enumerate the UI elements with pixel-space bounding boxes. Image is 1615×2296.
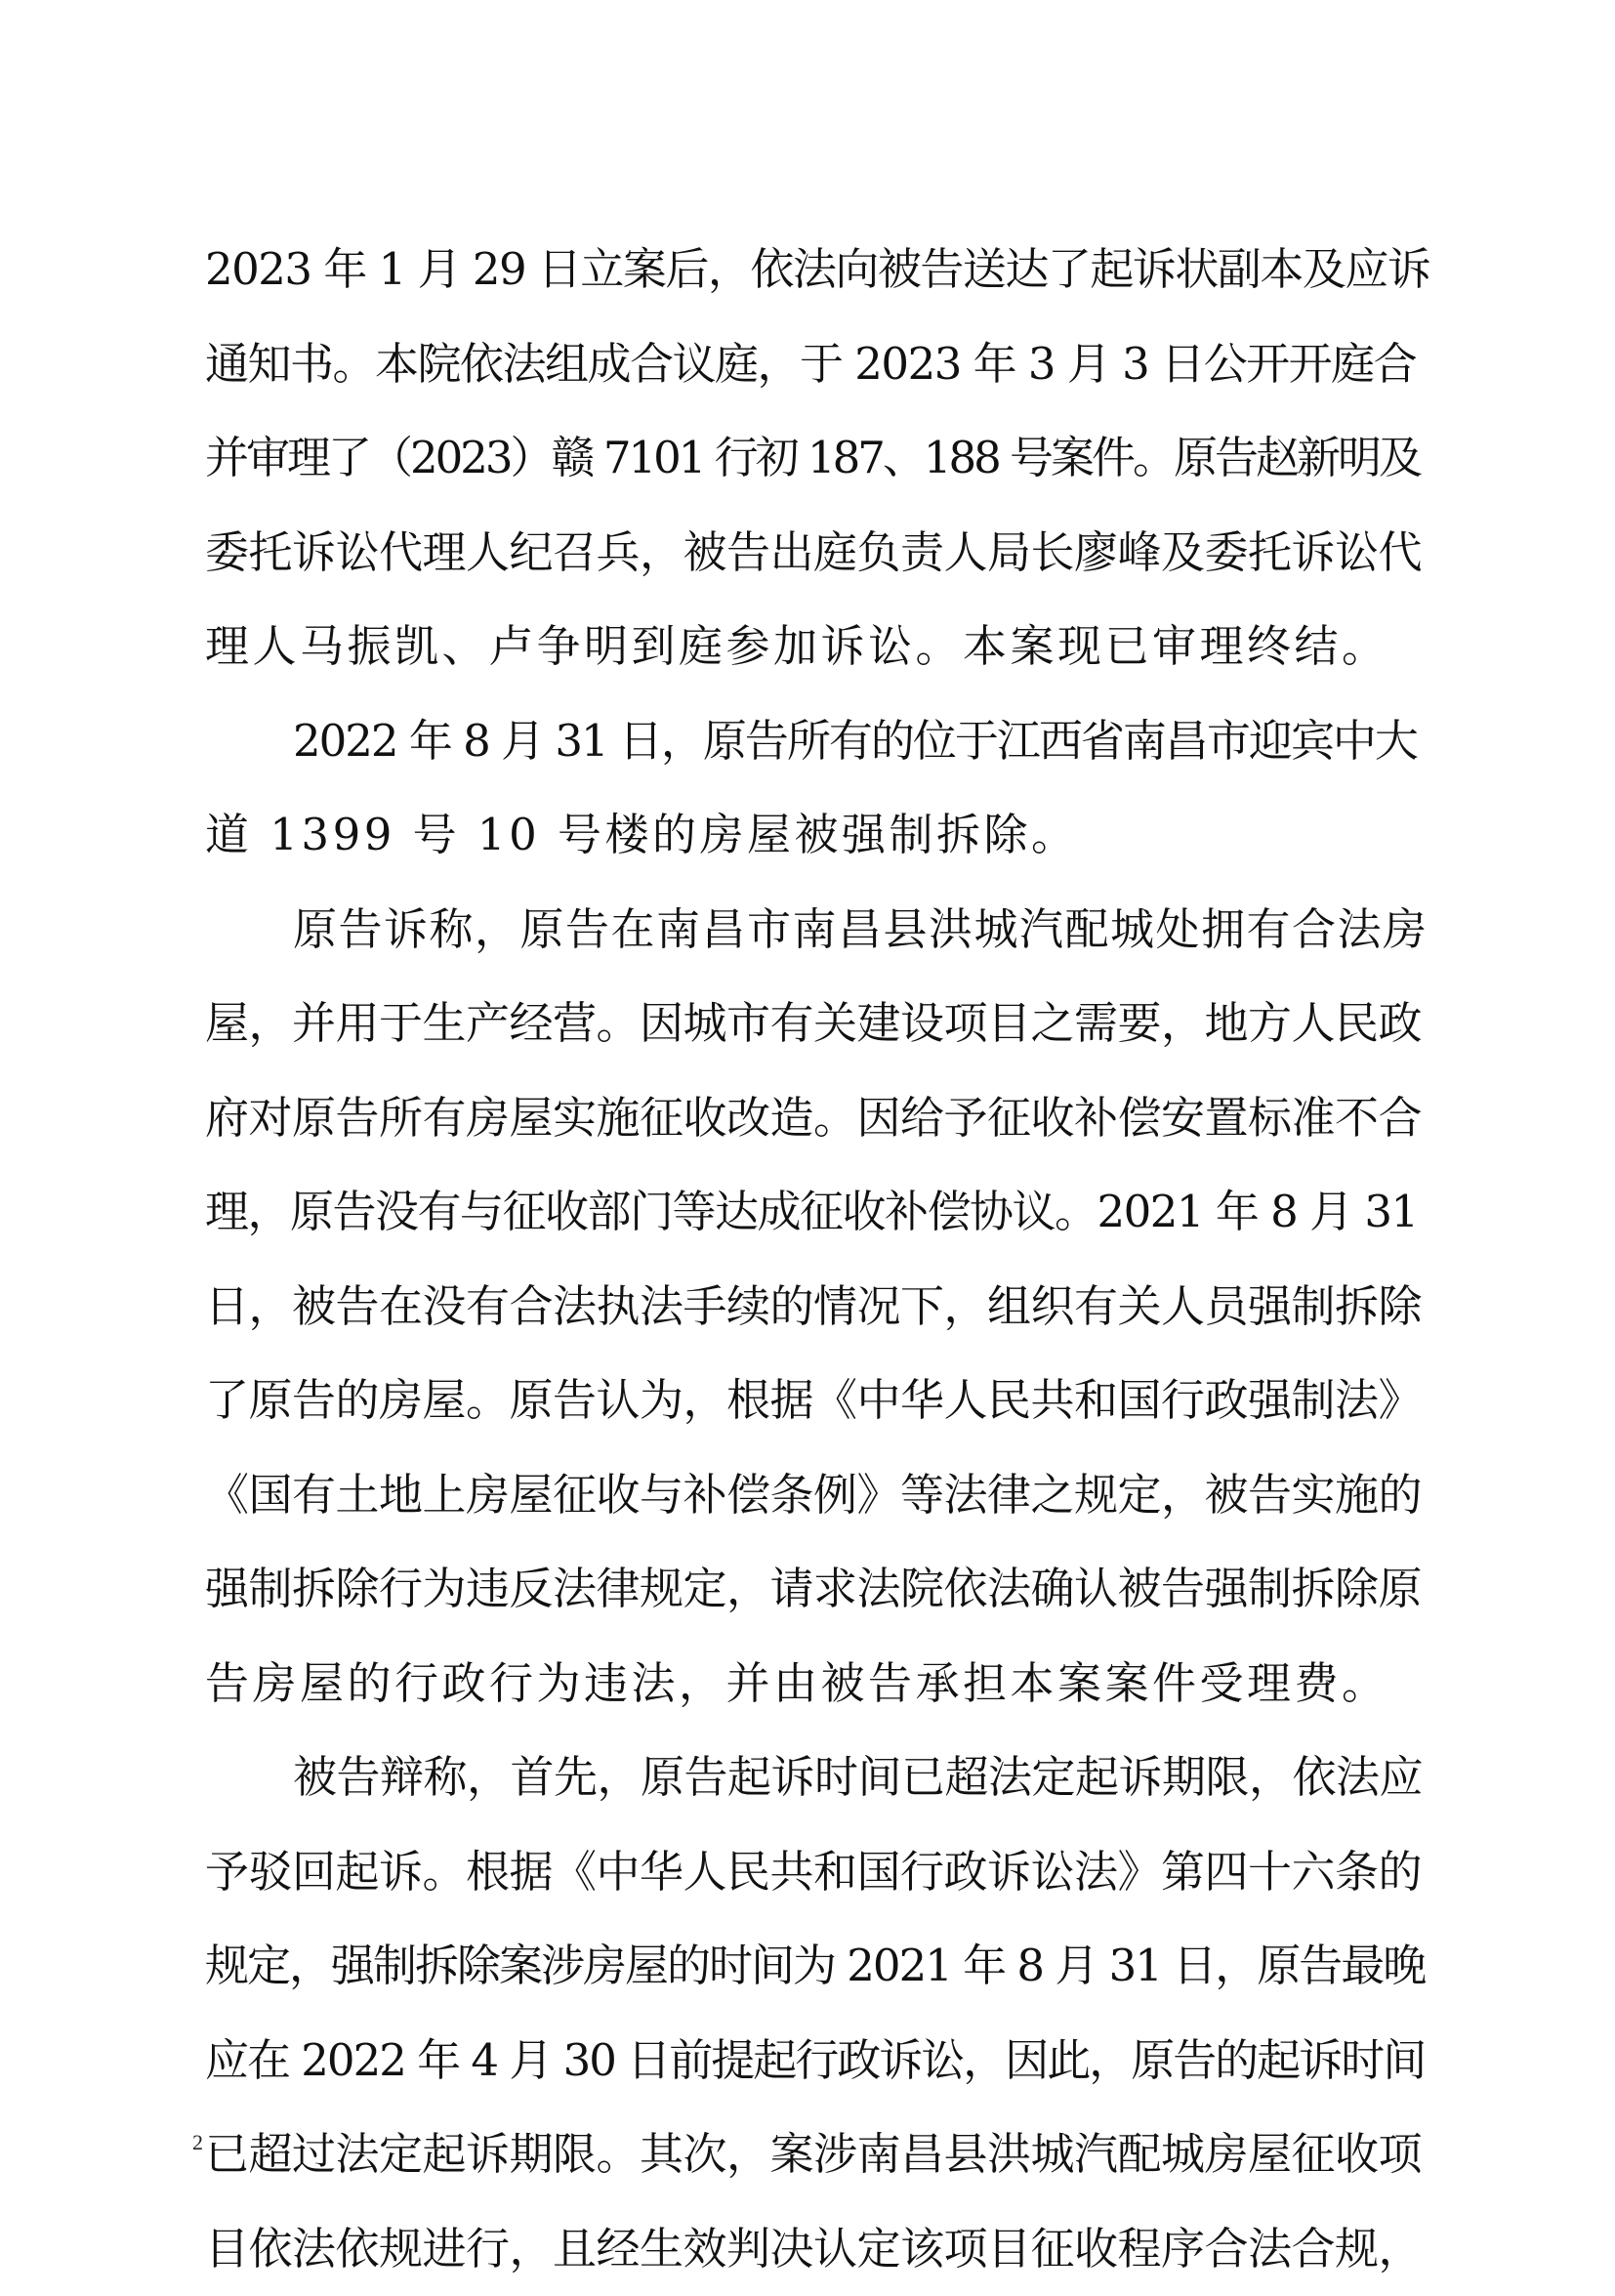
- text-line: 强制拆除行为违反法律规定，请求法院依法确认被告强制拆除原: [205, 1542, 1430, 1637]
- text-line: 并审理了（2023）赣 7101 行初 187、188 号案件。原告赵新明及: [205, 411, 1430, 506]
- text-line: 理，原告没有与征收部门等达成征收补偿协议。2021 年 8 月 31: [205, 1165, 1430, 1260]
- text-line: 理人马振凯、卢争明到庭参加诉讼。本案现已审理终结。: [205, 600, 1430, 694]
- text-line: 目依法依规进行，且经生效判决认定该项目征收程序合法合规，: [205, 2202, 1430, 2296]
- text-line: 予驳回起诉。根据《中华人民共和国行政诉讼法》第四十六条的: [205, 1825, 1430, 1920]
- text-line: 道 1399 号 10 号楼的房屋被强制拆除。: [205, 788, 1430, 883]
- document-body: [205, 223, 1430, 2296]
- text-line: 日，被告在没有合法执法手续的情况下，组织有关人员强制拆除: [205, 1260, 1430, 1355]
- text-line: 告房屋的行政行为违法，并由被告承担本案案件受理费。: [205, 1637, 1430, 1732]
- text-line: 《国有土地上房屋征收与补偿条例》等法律之规定，被告实施的: [205, 1448, 1430, 1543]
- text-line: 府对原告所有房屋实施征收改造。因给予征收补偿安置标准不合: [205, 1071, 1430, 1166]
- text-line: 2023 年 1 月 29 日立案后，依法向被告送达了起诉状副本及应诉: [205, 223, 1430, 317]
- paragraph-first-line: 原告诉称，原告在南昌市南昌县洪城汽配城处拥有合法房: [205, 883, 1430, 978]
- text-line: 规定，强制拆除案涉房屋的时间为 2021 年 8 月 31 日，原告最晚: [205, 1919, 1430, 2014]
- page-number: 2: [192, 2130, 203, 2155]
- text-line: 委托诉讼代理人纪召兵，被告出庭负责人局长廖峰及委托诉讼代: [205, 506, 1430, 601]
- text-line: 屋，并用于生产经营。因城市有关建设项目之需要，地方人民政: [205, 977, 1430, 1071]
- paragraph-first-line: 2022 年 8 月 31 日，原告所有的位于江西省南昌市迎宾中大: [205, 694, 1430, 789]
- text-line: 已超过法定起诉期限。其次，案涉南昌县洪城汽配城房屋征收项: [205, 2108, 1430, 2202]
- paragraph-first-line: 被告辩称，首先，原告起诉时间已超法定起诉期限，依法应: [205, 1731, 1430, 1825]
- text-line: 了原告的房屋。原告认为，根据《中华人民共和国行政强制法》: [205, 1354, 1430, 1448]
- text-line: 应在 2022 年 4 月 30 日前提起行政诉讼，因此，原告的起诉时间: [205, 2014, 1430, 2108]
- text-line: 通知书。本院依法组成合议庭，于 2023 年 3 月 3 日公开开庭合: [205, 317, 1430, 412]
